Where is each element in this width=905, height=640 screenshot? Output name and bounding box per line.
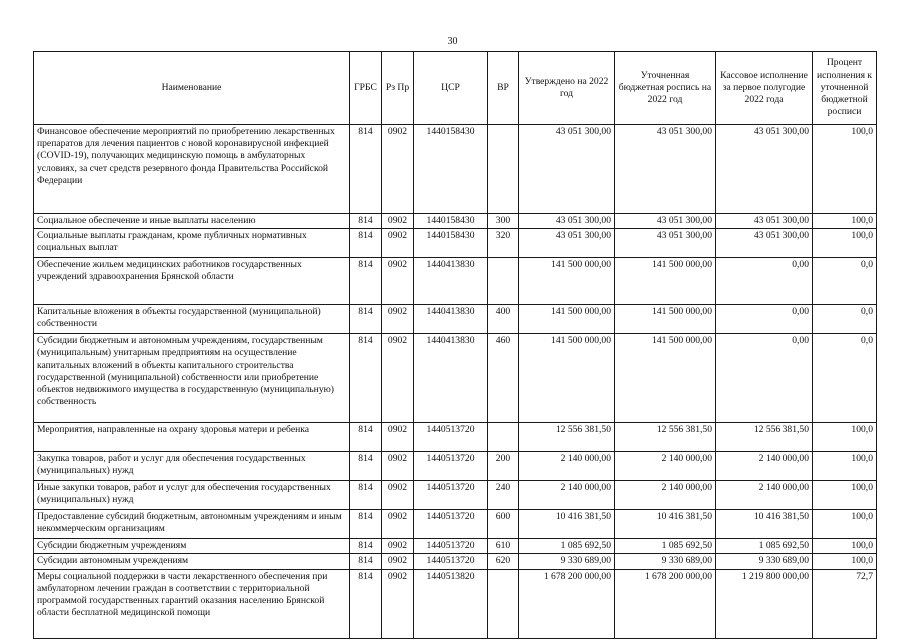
cell-approved: 12 556 381,50 [519, 423, 615, 452]
cell-percent: 0,0 [813, 334, 877, 423]
cell-cash: 1 085 692,50 [716, 539, 813, 554]
cell-refined: 9 330 689,00 [615, 554, 716, 569]
cell-vr [488, 258, 519, 305]
cell-cash: 10 416 381,50 [716, 510, 813, 539]
cell-percent: 100,0 [813, 229, 877, 258]
cell-grbs: 814 [350, 305, 382, 334]
cell-grbs: 814 [350, 423, 382, 452]
cell-rz-pr: 0902 [382, 229, 414, 258]
cell-rz-pr: 0902 [382, 334, 414, 423]
cell-grbs: 814 [350, 334, 382, 423]
col-header-refined: Уточненная бюджетная роспись на 2022 год [615, 52, 716, 125]
cell-grbs: 814 [350, 539, 382, 554]
cell-refined: 43 051 300,00 [615, 125, 716, 214]
cell-percent: 100,0 [813, 214, 877, 229]
cell-approved: 1 085 692,50 [519, 539, 615, 554]
cell-csr: 1440513820 [414, 569, 488, 638]
cell-vr: 400 [488, 305, 519, 334]
cell-csr: 1440158430 [414, 125, 488, 214]
cell-name: Субсидии бюджетным и автономным учреждениям, государственным (муниципальным) унитарным предприятиям на осуществление капитальных вложений в объекты капитального строительства государственной (муниципальной) собственности или приобретение объектов недвижимого имущества в государственную (муниципальную) собственность [34, 334, 350, 423]
table-row [34, 481, 877, 510]
cell-cash: 43 051 300,00 [716, 125, 813, 214]
cell-refined: 43 051 300,00 [615, 214, 716, 229]
cell-vr [488, 125, 519, 214]
col-header-csr: ЦСР [414, 52, 488, 125]
cell-approved: 2 140 000,00 [519, 481, 615, 510]
cell-rz-pr: 0902 [382, 539, 414, 554]
cell-csr: 1440513720 [414, 510, 488, 539]
cell-vr [488, 569, 519, 638]
cell-cash: 12 556 381,50 [716, 423, 813, 452]
cell-name: Социальное обеспечение и иные выплаты населению [34, 214, 350, 229]
cell-rz-pr: 0902 [382, 258, 414, 305]
col-header-vr: ВР [488, 52, 519, 125]
cell-csr: 1440413830 [414, 334, 488, 423]
cell-percent: 0,0 [813, 305, 877, 334]
table-row [34, 305, 877, 334]
cell-grbs: 814 [350, 229, 382, 258]
cell-rz-pr: 0902 [382, 510, 414, 539]
cell-csr: 1440413830 [414, 258, 488, 305]
table-row [34, 258, 877, 305]
cell-name: Предоставление субсидий бюджетным, автономным учреждениям и иным некоммерческим организациям [34, 510, 350, 539]
table-row [34, 554, 877, 569]
table-row [34, 334, 877, 423]
cell-csr: 1440513720 [414, 554, 488, 569]
cell-rz-pr: 0902 [382, 214, 414, 229]
cell-grbs: 814 [350, 569, 382, 638]
cell-percent: 100,0 [813, 539, 877, 554]
cell-vr: 600 [488, 510, 519, 539]
cell-percent: 100,0 [813, 510, 877, 539]
table-row [34, 125, 877, 214]
cell-name: Капитальные вложения в объекты государственной (муниципальной) собственности [34, 305, 350, 334]
cell-approved: 141 500 000,00 [519, 305, 615, 334]
cell-refined: 141 500 000,00 [615, 305, 716, 334]
cell-name: Субсидии бюджетным учреждениям [34, 539, 350, 554]
cell-rz-pr: 0902 [382, 569, 414, 638]
cell-cash: 9 330 689,00 [716, 554, 813, 569]
page-number: 30 [447, 36, 458, 47]
cell-cash: 0,00 [716, 258, 813, 305]
cell-refined: 10 416 381,50 [615, 510, 716, 539]
col-header-grbs: ГРБС [350, 52, 382, 125]
cell-csr: 1440513720 [414, 423, 488, 452]
cell-rz-pr: 0902 [382, 125, 414, 214]
cell-approved: 2 140 000,00 [519, 452, 615, 481]
cell-name: Субсидии автономным учреждениям [34, 554, 350, 569]
col-header-name: Наименование [34, 52, 350, 125]
table-row [34, 452, 877, 481]
cell-grbs: 814 [350, 214, 382, 229]
cell-approved: 43 051 300,00 [519, 125, 615, 214]
cell-csr: 1440513720 [414, 539, 488, 554]
cell-refined: 12 556 381,50 [615, 423, 716, 452]
col-header-cash: Кассовое исполнение за первое полугодие 2022 года [716, 52, 813, 125]
cell-rz-pr: 0902 [382, 481, 414, 510]
cell-refined: 2 140 000,00 [615, 481, 716, 510]
table-row [34, 229, 877, 258]
cell-csr: 1440158430 [414, 229, 488, 258]
cell-name: Закупка товаров, работ и услуг для обеспечения государственных (муниципальных) нужд [34, 452, 350, 481]
table-row [34, 214, 877, 229]
cell-grbs: 814 [350, 125, 382, 214]
cell-vr [488, 423, 519, 452]
table-header-row [34, 52, 877, 125]
cell-cash: 2 140 000,00 [716, 481, 813, 510]
cell-percent: 100,0 [813, 452, 877, 481]
cell-approved: 43 051 300,00 [519, 229, 615, 258]
cell-refined: 141 500 000,00 [615, 258, 716, 305]
budget-table [33, 51, 877, 639]
cell-refined: 141 500 000,00 [615, 334, 716, 423]
cell-refined: 1 085 692,50 [615, 539, 716, 554]
cell-cash: 0,00 [716, 334, 813, 423]
cell-vr: 620 [488, 554, 519, 569]
cell-percent: 100,0 [813, 125, 877, 214]
cell-vr: 240 [488, 481, 519, 510]
cell-name: Иные закупки товаров, работ и услуг для обеспечения государственных (муниципальных) нужд [34, 481, 350, 510]
cell-approved: 43 051 300,00 [519, 214, 615, 229]
cell-percent: 100,0 [813, 481, 877, 510]
cell-csr: 1440413830 [414, 305, 488, 334]
cell-approved: 10 416 381,50 [519, 510, 615, 539]
col-header-rz-pr: Рз Пр [382, 52, 414, 125]
cell-refined: 43 051 300,00 [615, 229, 716, 258]
cell-approved: 1 678 200 000,00 [519, 569, 615, 638]
cell-vr: 460 [488, 334, 519, 423]
cell-grbs: 814 [350, 258, 382, 305]
cell-refined: 1 678 200 000,00 [615, 569, 716, 638]
cell-grbs: 814 [350, 554, 382, 569]
cell-grbs: 814 [350, 452, 382, 481]
cell-csr: 1440513720 [414, 481, 488, 510]
cell-percent: 0,0 [813, 258, 877, 305]
cell-percent: 100,0 [813, 423, 877, 452]
cell-cash: 43 051 300,00 [716, 229, 813, 258]
table-row [34, 423, 877, 452]
cell-vr: 200 [488, 452, 519, 481]
cell-percent: 100,0 [813, 554, 877, 569]
cell-rz-pr: 0902 [382, 452, 414, 481]
cell-approved: 9 330 689,00 [519, 554, 615, 569]
cell-name: Социальные выплаты гражданам, кроме публичных нормативных социальных выплат [34, 229, 350, 258]
cell-rz-pr: 0902 [382, 423, 414, 452]
table-row [34, 539, 877, 554]
col-header-approved: Утверждено на 2022 год [519, 52, 615, 125]
cell-approved: 141 500 000,00 [519, 334, 615, 423]
table-row [34, 510, 877, 539]
cell-grbs: 814 [350, 481, 382, 510]
cell-name: Финансовое обеспечение мероприятий по приобретению лекарственных препаратов для лечения пациентов с новой коронавирусной инфекцией (COVID-19), получающих медицинскую помощь в амбулаторных условиях, за счет средств резервного фонда Правительства Российской Федерации [34, 125, 350, 214]
cell-name: Мероприятия, направленные на охрану здоровья матери и ребенка [34, 423, 350, 452]
cell-cash: 0,00 [716, 305, 813, 334]
cell-name: Обеспечение жильем медицинских работников государственных учреждений здравоохранения Брянской области [34, 258, 350, 305]
cell-cash: 1 219 800 000,00 [716, 569, 813, 638]
cell-percent: 72,7 [813, 569, 877, 638]
cell-csr: 1440513720 [414, 452, 488, 481]
cell-name: Меры социальной поддержки в части лекарственного обеспечения при амбулаторном лечении граждан в соответствии с территориальной программой государственных гарантий оказания населению Брянской области бесплатной медицинской помощи [34, 569, 350, 638]
cell-csr: 1440158430 [414, 214, 488, 229]
table-row [34, 569, 877, 638]
cell-rz-pr: 0902 [382, 305, 414, 334]
cell-grbs: 814 [350, 510, 382, 539]
cell-vr: 300 [488, 214, 519, 229]
cell-cash: 2 140 000,00 [716, 452, 813, 481]
col-header-percent: Процент исполнения к уточненной бюджетной росписи [813, 52, 877, 125]
cell-vr: 610 [488, 539, 519, 554]
cell-approved: 141 500 000,00 [519, 258, 615, 305]
cell-refined: 2 140 000,00 [615, 452, 716, 481]
cell-rz-pr: 0902 [382, 554, 414, 569]
cell-cash: 43 051 300,00 [716, 214, 813, 229]
cell-vr: 320 [488, 229, 519, 258]
